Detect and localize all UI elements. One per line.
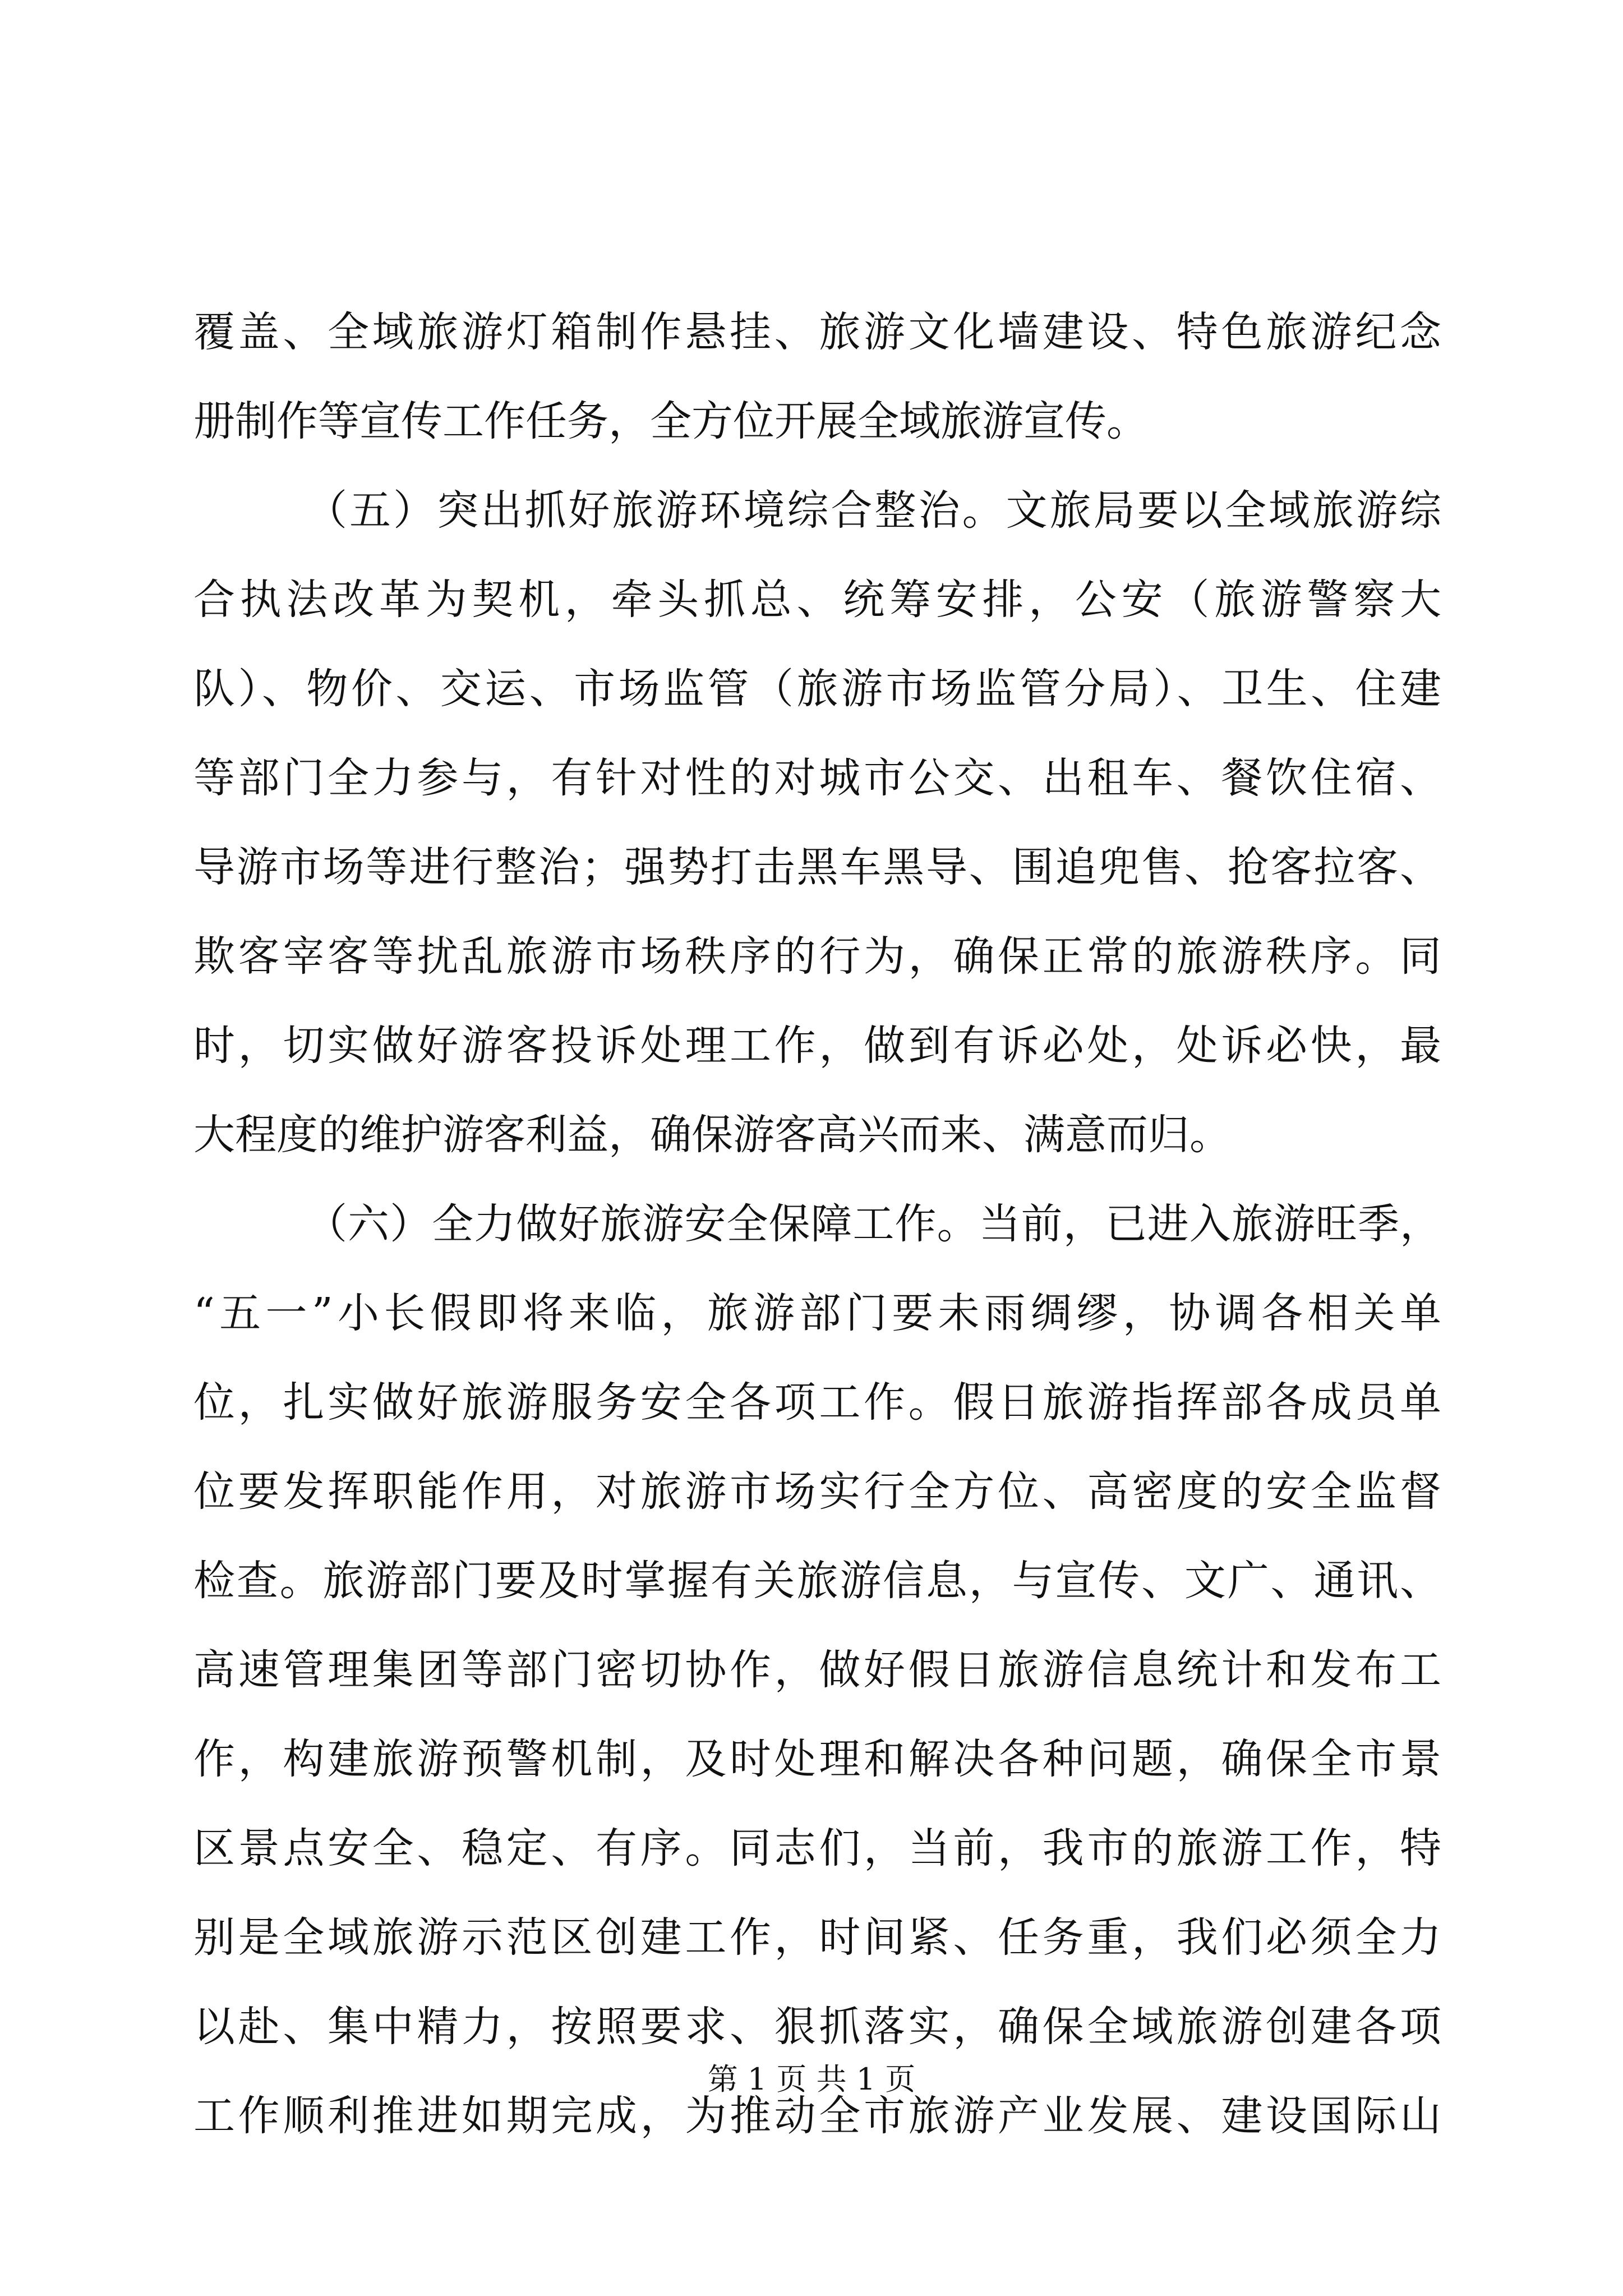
text-line: 区景点安全、稳定、有序。同志们，当前，我市的旅游工作，特 <box>193 1824 1441 1872</box>
text-line: 别是全域旅游示范区创建工作，时间紧、任务重，我们必须全力 <box>193 1913 1441 1962</box>
text-line: 欺客宰客等扰乱旅游市场秩序的行为，确保正常的旅游秩序。同 <box>193 932 1441 981</box>
text-line: 作，构建旅游预警机制，及时处理和解决各种问题，确保全市景 <box>193 1735 1441 1783</box>
text-line: 队）、物价、交运、市场监管（旅游市场监管分局）、卫生、住建 <box>193 665 1441 713</box>
text-line: 位要发挥职能作用，对旅游市场实行全方位、高密度的安全监督 <box>193 1467 1441 1516</box>
text-line: 工作顺利推进如期完成，为推动全市旅游产业发展、建设国际山 <box>193 2092 1441 2140</box>
text-line: 大程度的维护游客利益，确保游客高兴而来、满意而归。 <box>193 1111 1231 1159</box>
text-line: 等部门全力参与，有针对性的对城市公交、出租车、餐饮住宿、 <box>193 754 1441 802</box>
text-line: 位，扎实做好旅游服务安全各项工作。假日旅游指挥部各成员单 <box>193 1378 1441 1427</box>
text-line: 册制作等宣传工作任务，全方位开展全域旅游宣传。 <box>193 397 1148 445</box>
text-line: 覆盖、全域旅游灯箱制作悬挂、旅游文化墙建设、特色旅游纪念 <box>193 308 1441 356</box>
text-line: 时，切实做好游客投诉处理工作，做到有诉必处，处诉必快，最 <box>193 1022 1441 1070</box>
text-line: 合执法改革为契机，牵头抓总、统筹安排，公安（旅游警察大 <box>193 576 1441 624</box>
document-body <box>193 288 1441 2161</box>
text-line: 以赴、集中精力，按照要求、狠抓落实，确保全域旅游创建各项 <box>193 2003 1441 2051</box>
text-line: “五一”小长假即将来临，旅游部门要未雨绸缪，协调各相关单 <box>193 1289 1441 1337</box>
paragraph-start-line: （六）全力做好旅游安全保障工作。当前，已进入旅游旺季， <box>306 1200 1441 1248</box>
paragraph-start-line: （五）突出抓好旅游环境综合整治。文旅局要以全域旅游综 <box>306 486 1441 535</box>
text-line: 高速管理集团等部门密切协作，做好假日旅游信息统计和发布工 <box>193 1646 1441 1694</box>
page-number-footer: 第 1 页 共 1 页 <box>707 2062 916 2097</box>
text-line: 导游市场等进行整治；强势打击黑车黑导、围追兜售、抢客拉客、 <box>193 843 1441 891</box>
text-line: 检查。旅游部门要及时掌握有关旅游信息，与宣传、文广、通讯、 <box>193 1557 1441 1605</box>
